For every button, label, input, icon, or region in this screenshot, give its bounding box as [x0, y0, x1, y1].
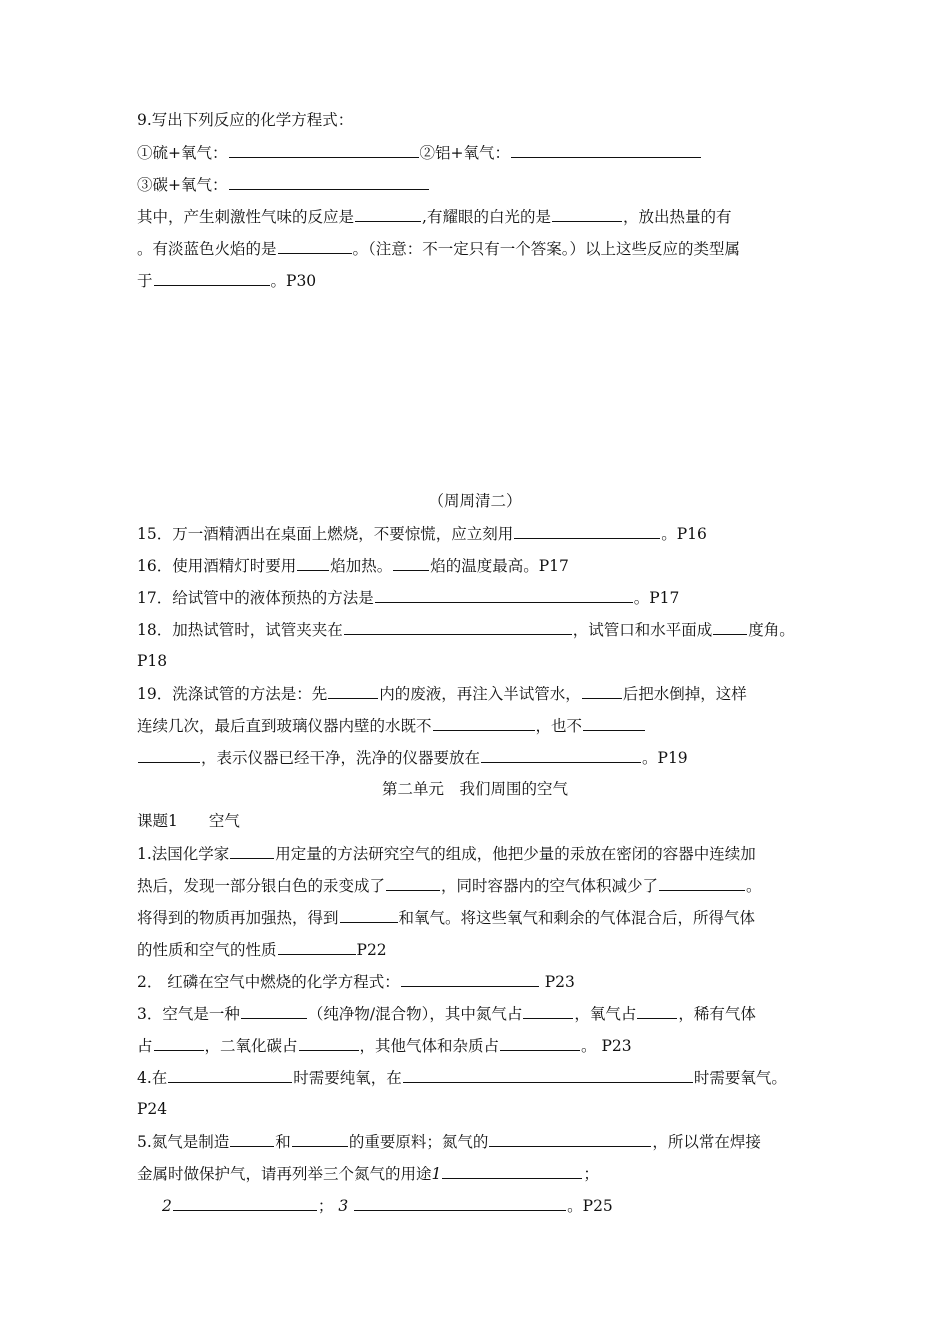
answer-blank[interactable]: [278, 238, 352, 254]
text-segment: 。P25: [567, 1197, 613, 1215]
text-segment: 1.法国化学家: [137, 845, 230, 863]
item-number: 1: [431, 1165, 442, 1183]
q19-line-2: [137, 715, 646, 736]
q9-sulfur-label: ①硫+氧气：: [137, 144, 228, 162]
q19-line-1: [137, 683, 747, 704]
answer-blank[interactable]: [393, 555, 429, 571]
answer-blank[interactable]: [154, 1035, 204, 1051]
u2-q3-line-2: [137, 1035, 632, 1056]
text-segment: 。P16: [661, 525, 707, 543]
item-number: 3: [338, 1197, 349, 1215]
u2-q1-line-2: [137, 875, 762, 896]
answer-blank[interactable]: [138, 747, 200, 763]
text-segment: 内的废液，再注入半试管水，: [379, 685, 581, 703]
q18: [137, 619, 795, 640]
text-segment: 将得到的物质再加强热，得到: [137, 909, 339, 927]
answer-blank[interactable]: [241, 1003, 307, 1019]
text-segment: 。: [746, 877, 762, 895]
text-segment: 16．使用酒精灯时要用: [137, 557, 297, 575]
answer-blank[interactable]: [481, 747, 641, 763]
text-segment: 占: [137, 1037, 153, 1055]
u2-q4-page: [137, 1099, 167, 1119]
q9-title: [137, 110, 353, 130]
section-heading-week2: [0, 491, 950, 511]
heading-text: 第二单元 我们周围的空气: [381, 780, 568, 798]
text-segment: 连续几次，最后直到玻璃仪器内壁的水既不: [137, 717, 432, 735]
answer-blank[interactable]: [713, 619, 747, 635]
text-segment: 焰加热。: [330, 557, 393, 575]
answer-blank[interactable]: [230, 843, 274, 859]
lesson-title: [137, 811, 240, 831]
q9-carbon-label: ③碳+氧气：: [137, 176, 228, 194]
answer-blank[interactable]: [173, 1195, 317, 1211]
text-segment: P23: [539, 973, 575, 991]
item-number: 2: [162, 1197, 172, 1215]
text-segment: ，同时容器内的空气体积减少了: [441, 877, 659, 895]
q9-title-text: 9.写出下列反应的化学方程式：: [137, 111, 354, 129]
q9-line-6: [137, 270, 316, 291]
answer-blank[interactable]: [511, 142, 701, 158]
unit-heading: [0, 779, 950, 799]
text-segment: 3．空气是一种: [137, 1005, 240, 1023]
text-segment: 度角。: [748, 621, 795, 639]
text-segment: P18: [137, 652, 168, 670]
answer-blank[interactable]: [401, 971, 539, 987]
text-segment: 。P17: [633, 589, 680, 607]
text-segment: 其中，产生刺激性气味的反应是: [137, 208, 355, 226]
text-segment: P22: [356, 941, 387, 959]
lesson-text: 课题1 空气: [137, 812, 240, 830]
answer-blank[interactable]: [292, 1131, 348, 1147]
text-segment: 5.氮气是制造: [137, 1133, 230, 1151]
text-segment: 时需要氧气。: [693, 1069, 787, 1087]
text-segment: 后把水倒掉，这样: [622, 685, 747, 703]
text-segment: ，也不: [535, 717, 583, 735]
q9-line-2: [137, 142, 702, 163]
text-segment: ；: [583, 1165, 599, 1183]
u2-q1-line-3: [137, 907, 755, 928]
u2-q1-line-1: [137, 843, 756, 864]
text-segment: 。（注意：不一定只有一个答案。）以上这些反应的类型属: [352, 240, 741, 258]
answer-blank[interactable]: [500, 1035, 580, 1051]
u2-q4: [137, 1067, 787, 1088]
answer-blank[interactable]: [168, 1067, 292, 1083]
answer-blank[interactable]: [552, 206, 622, 222]
text-segment: ，其他气体和杂质占: [359, 1037, 500, 1055]
text-segment: ，放出热量的有: [622, 208, 732, 226]
u2-q5-line-1: [137, 1131, 761, 1152]
text-segment: ，稀有气体: [678, 1005, 756, 1023]
text-segment: ，表示仪器已经干净，洗净的仪器要放在: [201, 749, 481, 767]
text-segment: 金属时做保护气，请再列举三个氮气的用途: [137, 1165, 432, 1183]
q16: [137, 555, 569, 576]
text-segment: 于: [137, 272, 153, 290]
text-segment: 和氧气。将这些氧气和剩余的气体混合后，所得气体: [398, 909, 756, 927]
text-segment: ，氧气占: [574, 1005, 637, 1023]
answer-blank[interactable]: [583, 715, 645, 731]
text-segment: 4.在: [137, 1069, 168, 1087]
answer-blank[interactable]: [340, 907, 398, 923]
u2-q3-line-1: [137, 1003, 756, 1024]
answer-blank[interactable]: [297, 555, 329, 571]
answer-blank[interactable]: [344, 619, 572, 635]
answer-blank[interactable]: [637, 1003, 677, 1019]
answer-blank[interactable]: [154, 270, 270, 286]
text-segment: 热后，发现一部分银白色的汞变成了: [137, 877, 386, 895]
text-segment: ，二氧化碳占: [204, 1037, 298, 1055]
answer-blank[interactable]: [523, 1003, 573, 1019]
answer-blank[interactable]: [659, 875, 745, 891]
u2-q2: [137, 971, 575, 992]
q18-page: [137, 651, 167, 671]
text-segment: ，试管口和水平面成: [572, 621, 713, 639]
answer-blank[interactable]: [278, 939, 356, 955]
text-segment: ；: [317, 1197, 334, 1215]
text-segment: 的性质和空气的性质: [137, 941, 277, 959]
text-segment: 用定量的方法研究空气的组成，他把少量的汞放在密闭的容器中连续加: [275, 845, 756, 863]
answer-blank[interactable]: [489, 1131, 651, 1147]
text-segment: （纯净物/混合物），其中氮气占: [307, 1005, 523, 1023]
text-segment: 19．洗涤试管的方法是：先: [137, 685, 328, 703]
text-segment: 。 P23: [581, 1037, 632, 1055]
answer-blank[interactable]: [299, 1035, 359, 1051]
text-segment: ,有耀眼的白光的是: [422, 208, 551, 226]
text-segment: 2． 红磷在空气中燃烧的化学方程式：: [137, 973, 400, 991]
answer-blank[interactable]: [582, 683, 622, 699]
u2-q5-line-3: [162, 1195, 613, 1216]
answer-blank[interactable]: [229, 174, 429, 190]
text-segment: 17．给试管中的液体预热的方法是: [137, 589, 374, 607]
text-segment: P24: [137, 1100, 168, 1118]
answer-blank[interactable]: [386, 875, 440, 891]
text-segment: ，所以常在焊接: [652, 1133, 761, 1151]
text-segment: 的重要原料；氮气的: [348, 1133, 489, 1151]
q19-line-3: [137, 747, 688, 768]
text-segment: 时需要纯氧，在: [293, 1069, 402, 1087]
answer-blank[interactable]: [328, 683, 378, 699]
u2-q5-line-2: [137, 1163, 599, 1184]
text-segment: 。P30: [270, 272, 317, 290]
text-segment: 和: [275, 1133, 291, 1151]
q17: [137, 587, 679, 608]
answer-blank[interactable]: [514, 523, 660, 539]
answer-blank[interactable]: [433, 715, 535, 731]
answer-blank[interactable]: [375, 587, 633, 603]
q15: [137, 523, 707, 544]
text-segment: 18．加热试管时，试管夹夹在: [137, 621, 343, 639]
text-segment: 。P19: [642, 749, 688, 767]
answer-blank[interactable]: [403, 1067, 693, 1083]
answer-blank[interactable]: [354, 1195, 566, 1211]
text-segment: 15．万一酒精洒出在桌面上燃烧，不要惊慌，应立刻用: [137, 525, 514, 543]
q9-aluminum-label: ②铝+氧气：: [419, 144, 510, 162]
text-segment: 。有淡蓝色火焰的是: [137, 240, 277, 258]
q9-line-3: [137, 174, 430, 195]
answer-blank[interactable]: [229, 142, 419, 158]
answer-blank[interactable]: [230, 1131, 274, 1147]
text-segment: 焰的温度最高。P17: [430, 557, 569, 575]
q9-line-4: [137, 206, 731, 227]
heading-text: （周周清二）: [428, 492, 522, 510]
u2-q1-line-4: [137, 939, 387, 960]
q9-line-5: [137, 238, 740, 259]
answer-blank[interactable]: [355, 206, 421, 222]
answer-blank[interactable]: [442, 1163, 582, 1179]
